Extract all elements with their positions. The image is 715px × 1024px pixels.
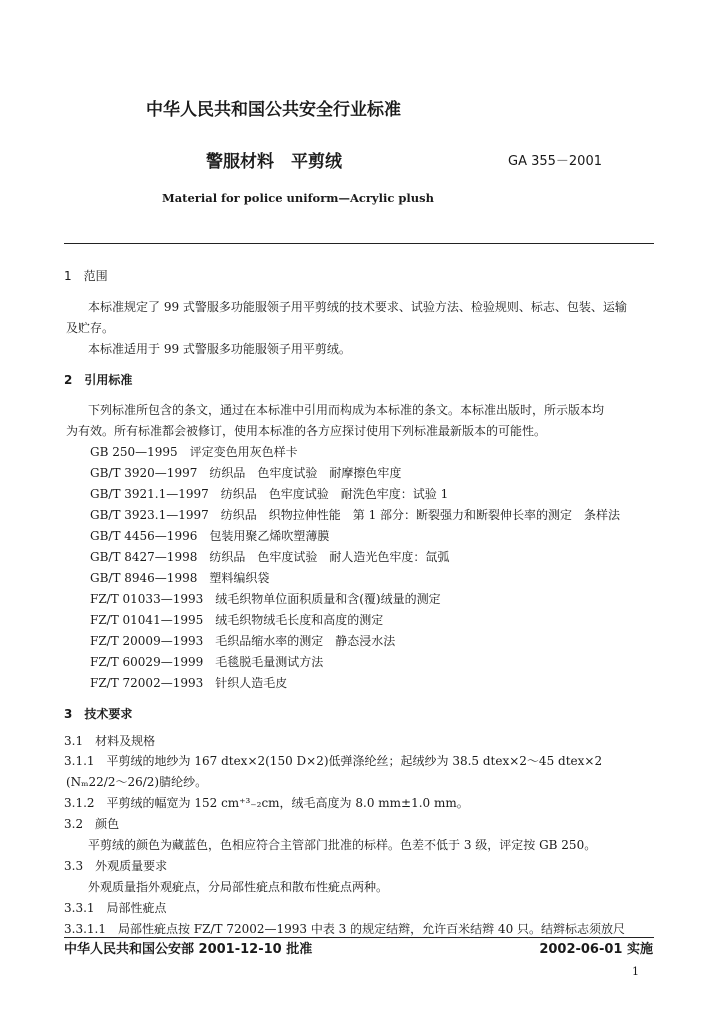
clause-3-1-2: 3.1.2 平剪绒的幅宽为 152 cm⁺³₋₂cm，绒毛高度为 8.0 mm±1.0 mm。	[64, 796, 469, 810]
english-title: Material for police uniform—Acrylic plush	[162, 191, 434, 205]
footer-rule	[64, 937, 654, 938]
section-1-paragraph-1-cont: 及贮存。	[66, 321, 115, 335]
section-1-heading: 1 范围	[64, 269, 108, 283]
reference-item: GB 250—1995 评定变色用灰色样卡	[90, 445, 298, 459]
reference-item: GB/T 3921.1—1997 纺织品 色牢度试验 耐洗色牢度：试验 1	[90, 487, 449, 501]
reference-item: FZ/T 01041—1995 绒毛织物绒毛长度和高度的测定	[90, 613, 384, 627]
header-rule	[64, 243, 654, 244]
section-1-paragraph-1: 本标准规定了 99 式警服多功能服领子用平剪绒的技术要求、试验方法、检验规则、标志、包装、运输	[88, 300, 627, 314]
reference-item: FZ/T 60029—1999 毛毯脱毛量测试方法	[90, 655, 324, 669]
reference-item: GB/T 3920—1997 纺织品 色牢度试验 耐摩擦色牢度	[90, 466, 402, 480]
standard-category: 中华人民共和国公共安全行业标准	[146, 100, 401, 120]
section-1-paragraph-2: 本标准适用于 99 式警服多功能服领子用平剪绒。	[88, 342, 351, 356]
section-3-2-paragraph: 平剪绒的颜色为藏蓝色，色相应符合主管部门批准的标样。色差不低于 3 级，评定按 GB 250。	[88, 838, 597, 852]
section-3-1-heading: 3.1 材料及规格	[64, 734, 156, 748]
section-3-3-heading: 3.3 外观质量要求	[64, 859, 168, 873]
section-3-heading: 3 技术要求	[64, 707, 133, 721]
reference-item: FZ/T 72002—1993 针织人造毛皮	[90, 676, 288, 690]
section-2-paragraph: 下列标准所包含的条文，通过在本标准中引用而构成为本标准的条文。本标准出版时，所示版本均	[88, 403, 605, 417]
effective-date: 2002-06-01 实施	[539, 942, 653, 957]
section-3-2-heading: 3.2 颜色	[64, 817, 120, 831]
clause-3-1-1-cont: (Nₘ22/2～26/2)腈纶纱。	[66, 775, 208, 789]
page-number: 1	[632, 965, 639, 978]
reference-item: GB/T 4456—1996 包装用聚乙烯吹塑薄膜	[90, 529, 330, 543]
clause-3-3-1-1: 3.3.1.1 局部性疵点按 FZ/T 72002—1993 中表 3 的规定结辫，允许百米结辫 40 只。结辫标志须放尺	[64, 922, 626, 936]
section-3-3-paragraph: 外观质量指外观疵点，分局部性疵点和散布性疵点两种。	[88, 880, 389, 894]
reference-item: FZ/T 20009—1993 毛织品缩水率的测定 静态浸水法	[90, 634, 396, 648]
issuer-approval: 中华人民共和国公安部 2001-12-10 批准	[64, 942, 313, 957]
reference-item: GB/T 8946—1998 塑料编织袋	[90, 571, 270, 585]
clause-3-1-1: 3.1.1 平剪绒的地纱为 167 dtex×2(150 D×2)低弹涤纶丝；起绒纱为 38.5 dtex×2～45 dtex×2	[64, 754, 603, 768]
section-2-heading: 2 引用标准	[64, 373, 133, 387]
section-3-3-1-heading: 3.3.1 局部性疵点	[64, 901, 167, 915]
reference-item: GB/T 3923.1—1997 纺织品 织物拉伸性能 第 1 部分：断裂强力和断裂伸长率的测定 条样法	[90, 508, 621, 522]
reference-item: GB/T 8427—1998 纺织品 色牢度试验 耐人造光色牢度：氙弧	[90, 550, 450, 564]
reference-item: FZ/T 01033—1993 绒毛织物单位面积质量和含(覆)绒量的测定	[90, 592, 441, 606]
section-2-paragraph-cont: 为有效。所有标准都会被修订，使用本标准的各方应探讨使用下列标准最新版本的可能性。	[66, 424, 547, 438]
standard-number: GA 355－2001	[508, 154, 602, 169]
document-title: 警服材料 平剪绒	[206, 152, 342, 172]
